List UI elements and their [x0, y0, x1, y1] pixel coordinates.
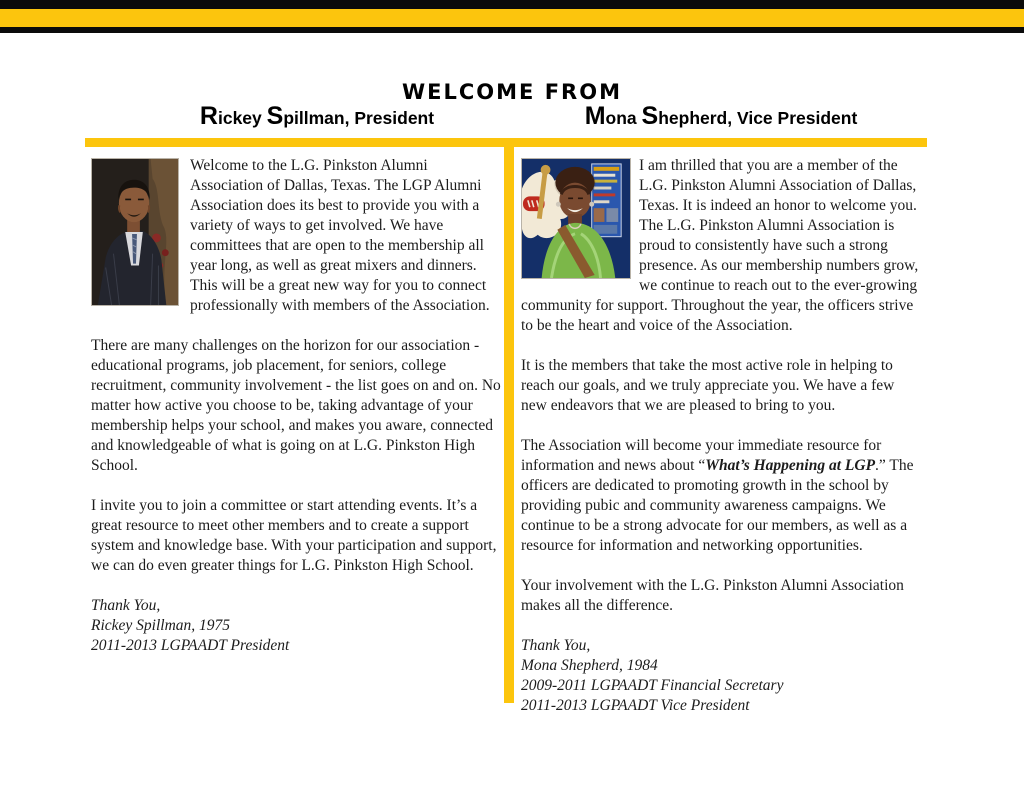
vice-president-column [514, 147, 927, 716]
signature-line: Rickey Spillman, 1975 [91, 617, 231, 634]
signature-line: Thank You, [521, 637, 591, 654]
president-column [85, 147, 504, 656]
mona-shepherd-photo [521, 158, 631, 279]
page-title: WELCOME FROM [402, 80, 622, 104]
top-gold-stripe [0, 9, 1024, 27]
signature-line: 2011-2013 LGPAADT President [91, 637, 290, 654]
paragraph [521, 436, 923, 556]
paragraph: There are many challenges on the horizon for our association - educational programs, job placement, for seniors, college recruitment, community involvement - the list goes on and on. No matter how active you choose to be, taking advantage of your membership helps your school, and makes you aware, connected and knowledgeable of what is going on at L.G. Pinkston High School. [91, 337, 501, 474]
vice-president-signature [521, 636, 923, 716]
president-signature [91, 596, 502, 656]
signature-line: Mona Shepherd, 1984 [521, 657, 658, 674]
vice-president-header [515, 104, 927, 129]
signature-line: 2011-2013 LGPAADT Vice President [521, 697, 750, 714]
president-title-suffix: , President [344, 108, 435, 128]
vice-president-name: Mona Shepherd [584, 102, 728, 130]
president-header [107, 104, 527, 129]
rickey-spillman-photo [91, 158, 179, 306]
top-black-stripe [0, 0, 1024, 9]
gold-vertical-divider [504, 147, 514, 703]
signature-line: Thank You, [91, 597, 161, 614]
paragraph: I am thrilled that you are a member of the L.G. Pinkston Alumni Association of Dallas, Texas. It is indeed an honor to welcome you. The L.G. Pinkston Alumni Association is proud to consistently have such a strong presence. As our membership numbers grow, we continue to reach out to the ever-growing community for support. Throughout the year, the officers strive to be the heart and voice of the Association. [521, 157, 919, 334]
top-black-stripe-lower [0, 27, 1024, 33]
paragraph: Your involvement with the L.G. Pinkston Alumni Association makes all the difference. [521, 577, 904, 614]
paragraph-text: .” The officers are dedicated to promoting growth in the school by providing pubic and community awareness campaigns. We continue to be a strong advocate for our members, as well as a resource for information and networking opportunities. [521, 457, 914, 554]
paragraph: I invite you to join a committee or start attending events. It’s a great resource to meet other members and to create a support system and knowledge base. With your participation and support, we can do even greater things for L.G. Pinkston High School. [91, 497, 497, 574]
vice-president-title-suffix: , Vice President [727, 108, 858, 128]
gold-horizontal-rule [85, 138, 927, 147]
paragraph-text: The Association will become your immediate resource for information and news about “ [521, 437, 882, 474]
content-area [85, 138, 927, 716]
president-name: Rickey Spillman [199, 102, 345, 130]
whats-happening-emphasis: What’s Happening at LGP [705, 457, 876, 474]
signature-line: 2009-2011 LGPAADT Financial Secretary [521, 677, 784, 694]
column-headers [85, 104, 927, 129]
paragraph: It is the members that take the most active role in helping to reach our goals, and we truly appreciate you. We have a few new endeavors that we are pleased to bring to you. [521, 357, 895, 414]
two-column-layout [85, 147, 927, 716]
paragraph: Welcome to the L.G. Pinkston Alumni Association of Dallas, Texas. The LGP Alumni Association does its best to provide you with a variety of ways to get involved. We have committees that are open to the membership all year long, as well as great mixers and dinners. This will be a great new way for you to connect professionally with members of the Association. [190, 157, 490, 314]
